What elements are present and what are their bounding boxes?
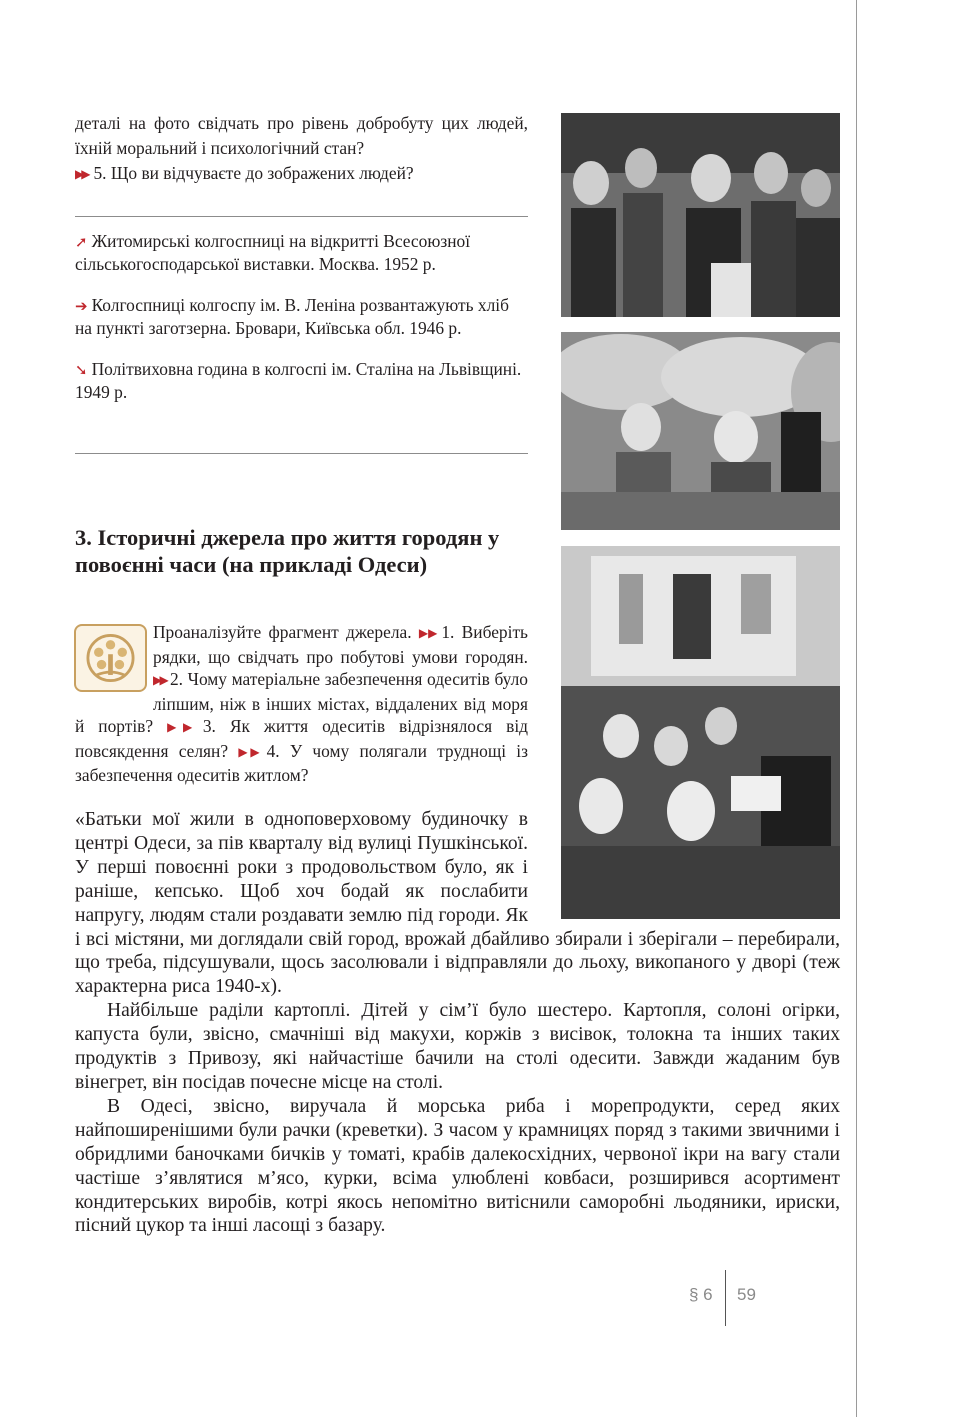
caption-1: ➚ Житомирські колгоспниці на відкритті Всесоюзної сільськогосподарської виставки. Москва. 1952 р.	[75, 231, 471, 274]
paragraph-number: § 6	[689, 1285, 713, 1304]
intro-text	[75, 111, 528, 188]
task-q1: 1. Виберіть рядки, що свідчать про побутові умови городян.	[153, 622, 528, 667]
source-paragraph-3: В Одесі, звісно, виручала й морська риба і морепродукти, серед яких найпоширенішими були рачки (креветки). З часом у крамницях поряд з такими звичними і обридлими баночками бичків у томаті, крабів далекосхідних, червоної ікри на вагу стали частіше з’являтися м’ясо, курки, всіма улюблені ковбаси, розширився асортимент кондитерських виробів, котрі якось непомітно витіснили саморобні льодяники, ириски, пісний цукор та інші ласощі з базару.	[75, 1095, 840, 1237]
source-paragraph-1: «Батьки мої жили в одноповерховому будиночку в центрі Одеси, за пів кварталу від вулиці Пушкінської. У перші повоєнні роки з продовольством було, як і раніше, кепсько. Щоб хоч бодай як послабити напругу, людям стали роздавати землю під городи. Як і всі містяни, ми доглядали свій город, врожай дбайливо збирали і зберігали – перебирали, що треба, підсушували, щось засолювали і відправляли до льоху, викопаного у дворі (теж характерна риса 1940-х).	[75, 809, 840, 998]
task-q2: 2. Чому матеріальне забезпечення одеситів було ліпшим, ніж в інших містах, віддалених від моря й портів?	[75, 669, 528, 736]
page-number: 59	[737, 1285, 756, 1304]
caption-3: ➘ Політвиховна година в колгоспі ім. Сталіна на Львівщині. 1949 р.	[75, 359, 522, 402]
task-q4: 4. У чому полягали труднощі із забезпечення одеситів житлом?	[75, 740, 529, 785]
photo-captions	[75, 230, 528, 422]
margin-rule	[856, 0, 857, 1417]
section-heading: 3. Історичні джерела про життя городян у повоєнні часи (на прикладі Одеси)	[75, 525, 500, 577]
double-triangle-icon: ▶▶	[153, 673, 166, 687]
double-triangle-icon: ▶▶	[75, 167, 88, 181]
task-intro: Проаналізуйте фрагмент джерела.	[153, 622, 412, 642]
arrow-right-icon: ➔	[75, 297, 88, 315]
photo-women-grain	[561, 332, 840, 530]
captions-top-rule	[75, 216, 528, 217]
caption-2: ➔ Колгоспниці колгоспу ім. В. Леніна розвантажують хліб на пункті заготзерна. Бровари, Київська обл. 1946 р.	[75, 295, 509, 338]
double-triangle-icon: ▶▶	[167, 720, 199, 734]
double-triangle-icon: ▶▶	[418, 626, 438, 640]
double-triangle-icon: ▶▶	[238, 744, 263, 759]
photo-women-exhibition	[561, 113, 840, 317]
arrow-down-right-icon: ➘	[75, 361, 88, 379]
footer-divider	[725, 1270, 726, 1326]
intro-line: деталі на фото свідчать про рівень добробуту цих людей, їхній моральний і психологічний стан?	[75, 113, 528, 158]
question-5: 5. Що ви відчуваєте до зображених людей?	[93, 163, 414, 183]
source-paragraph-2: Найбільше раділи картоплі. Дітей у сім’ї було шестеро. Картопля, солоні огірки, капуста були, звісно, смачніші від макухи, коржів з висівок, толокна та інших таких продуктів з Привозу, які найчастіше бачили на столі одесити. Завжди жаданим був вінегрет, він посідав почесне місце на столі.	[75, 1000, 840, 1093]
arrow-up-right-icon: ➚	[75, 233, 88, 251]
source-text	[75, 808, 840, 1238]
task-q3: 3. Як життя одеситів відрізнялося від повсякдення селян?	[75, 716, 528, 761]
captions-bottom-rule	[75, 453, 528, 454]
task-block	[75, 621, 528, 787]
